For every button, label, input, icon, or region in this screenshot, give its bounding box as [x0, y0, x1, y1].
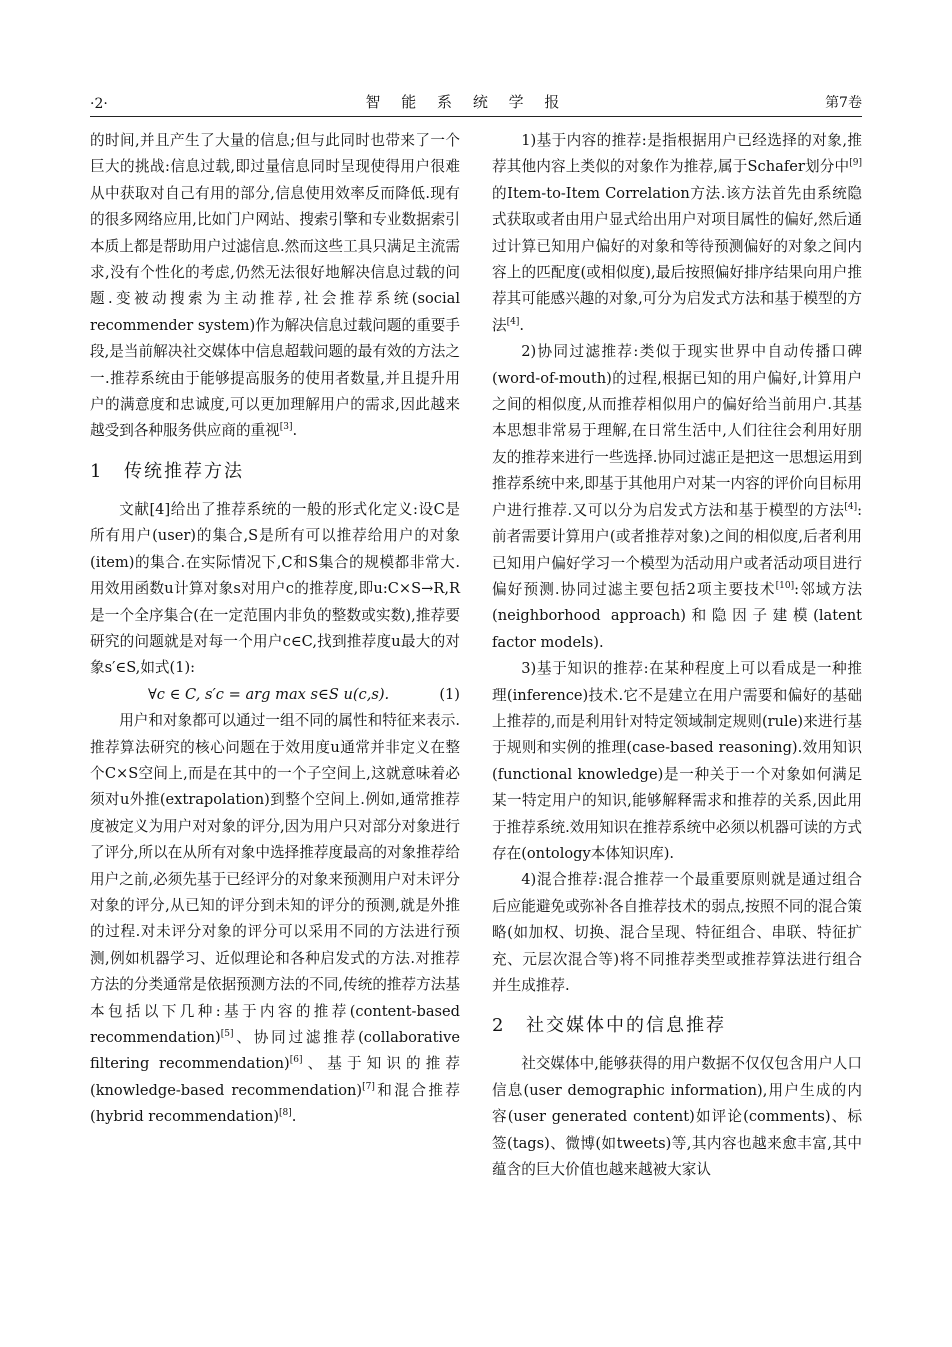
paragraph-collaborative: 2)协同过滤推荐:类似于现实世界中自动传播口碑(word-of-mouth)的过程,根据已知的用户偏好,计算用户之间的相似度,从而推荐相似用户的偏好给当前用户.其基本思想非常易于理解,在日常生活中,人们往往会利用好朋友的推荐来进行一些选择.协同过滤正是把这一思想运用到推荐系统中来,即基于其他用户对某一内容的评价向目标用户进行推荐.又可以分为启发式方法和基于模型的方法[4]:前者需要计算用户(或者推荐对象)之间的相似度,后者利用已知用户偏好学习一个模型为活动用户或者活动项目进行偏好预测.协同过滤主要包括2项主要技术[10]:邻域方法(neighborhood approach)和隐因子建模(latent factor models). — [492, 343, 862, 651]
paragraph-intro: 的时间,并且产生了大量的信息;但与此同时也带来了一个巨大的挑战:信息过载,即过量信息同时呈现使得用户很难从中获取对自己有用的部分,信息使用效率反而降低.现有的很多网络应用,比如门户网站、搜索引擎和专业数据索引本质上都是帮助用户过滤信息.然而这些工具只满足主流需求,没有个性化的考虑,仍然无法很好地解决信息过载的问题.变被动搜索为主动推荐,社会推荐系统(social recommender system)作为解决信息过载问题的重要手段,是当前解决社交媒体中信息超载问题的最有效的方法之一.推荐系统由于能够提高服务的使用者数量,并且提升用户的满意度和忠诚度,可以更加理解用户的需求,因此越来越受到各种服务供应商的重视[3]. — [90, 132, 460, 440]
equation-body: ∀c ∈ C, s′c = arg max s∈S u(c,s). — [148, 685, 390, 703]
section-2-title: 社交媒体中的信息推荐 — [526, 1015, 726, 1037]
citation-3: [3] — [279, 422, 293, 433]
citation-4: [4] — [506, 316, 520, 327]
equation-number: (1) — [439, 685, 460, 703]
section-2-number: 2 — [492, 1015, 506, 1037]
paragraph-knowledge-based: 3)基于知识的推荐:在某种程度上可以看成是一种推理(inference)技术.它不是建立在用户需要和偏好的基础上推荐的,而是利用针对特定领域制定规则(rule)来进行基于规则和实例的推理(case-based reasoning).效用知识(functional knowledge)是一种关于一个对象如何满足某一特定用户的知识,能够解释需求和推荐的关系,因此用于推荐系统.效用知识在推荐系统中必须以机器可读的方式存在(ontology本体知识库). — [492, 660, 862, 862]
citation-9: [9] — [849, 158, 862, 169]
equation-1 — [90, 682, 460, 708]
section-1-number: 1 — [90, 460, 104, 482]
right-column — [492, 128, 862, 1183]
page-header — [90, 86, 862, 117]
section-1-title: 传统推荐方法 — [124, 460, 244, 482]
paragraph-definition: 文献[4]给出了推荐系统的一般的形式化定义:设C是所有用户(user)的集合,S是所有可以推荐给用户的对象(item)的集合.在实际情况下,C和S集合的规模都非常大.用效用函数u计算对象s对用户c的推荐度,即u:C×S→R,R是一个全序集合(在一定范围内非负的整数或实数),推荐要研究的问题就是对每一个用户c∈C,找到推荐度u最大的对象s′∈S,如式(1): — [90, 500, 460, 677]
volume-label: 第7卷 — [825, 95, 862, 111]
paragraph-social-media: 社交媒体中,能够获得的用户数据不仅仅包含用户人口信息(user demographic information),用户生成的内容(user generated content)如评论(comments)、标签(tags)、微博(如tweets)等,其内容也越来愈丰富,其中蕴含的巨大价值也越来越被大家认 — [492, 1055, 862, 1179]
paragraph-hybrid: 4)混合推荐:混合推荐一个最重要原则就是通过组合后应能避免或弥补各自推荐技术的弱点,按照不同的混合策略(如加权、切换、混合呈现、特征组合、串联、特征扩充、元层次混合等)将不同推荐类型或推荐算法进行组合并生成推荐. — [492, 871, 862, 994]
left-column — [90, 128, 460, 1131]
section-1-heading — [90, 459, 460, 485]
citation-8: [8] — [279, 1108, 292, 1119]
journal-title: 智 能 系 统 学 报 — [365, 93, 568, 111]
citation-6: [6] — [289, 1055, 303, 1066]
paragraph-methods: 用户和对象都可以通过一组不同的属性和特征来表示.推荐算法研究的核心问题在于效用度u通常并非定义在整个C×S空间上,而是在其中的一个子空间上,这就意味着必须对u外推(extrapolation)到整个空间上.例如,通常推荐度被定义为用户对对象的评分,因为用户只对部分对象进行了评分,所以在从所有对象中选择推荐度最高的对象推荐给用户之前,必须先基于已经评分的对象来预测用户对未评分对象的评分,从已知的评分到未知的评分的预测,就是外推的过程.对未评分对象的评分可以采用不同的方法进行预测,例如机器学习、近似理论和各种启发式的方法.对推荐方法的分类通常是依据预测方法的不同,传统的推荐方法基本包括以下几种:基于内容的推荐(content-based recommendation)[5]、协同过滤推荐(collaborative filtering recommendation)[6]、基于知识的推荐(knowledge-based recommendation)[7]和混合推荐(hybrid recommendation)[8]. — [90, 712, 460, 1126]
citation-10: [10] — [775, 581, 795, 592]
citation-5: [5] — [220, 1029, 234, 1040]
paragraph-content-based: 1)基于内容的推荐:是指根据用户已经选择的对象,推荐其他内容上类似的对象作为推荐,属于Schafer划分中[9]的Item-to-Item Correlation方法.该方法首先由系统隐式获取或者由用户显式给出用户对项目属性的偏好,然后通过计算已知用户偏好的对象和等待预测偏好的对象之间内容上的匹配度(或相似度),最后按照偏好排序结果向用户推荐其可能感兴趣的对象,可分为启发式方法和基于模型的方法[4]. — [492, 132, 862, 334]
section-2-heading — [492, 1013, 862, 1039]
citation-4b: [4] — [844, 501, 858, 512]
citation-7: [7] — [362, 1081, 375, 1092]
page-number: ·2· — [90, 96, 108, 112]
